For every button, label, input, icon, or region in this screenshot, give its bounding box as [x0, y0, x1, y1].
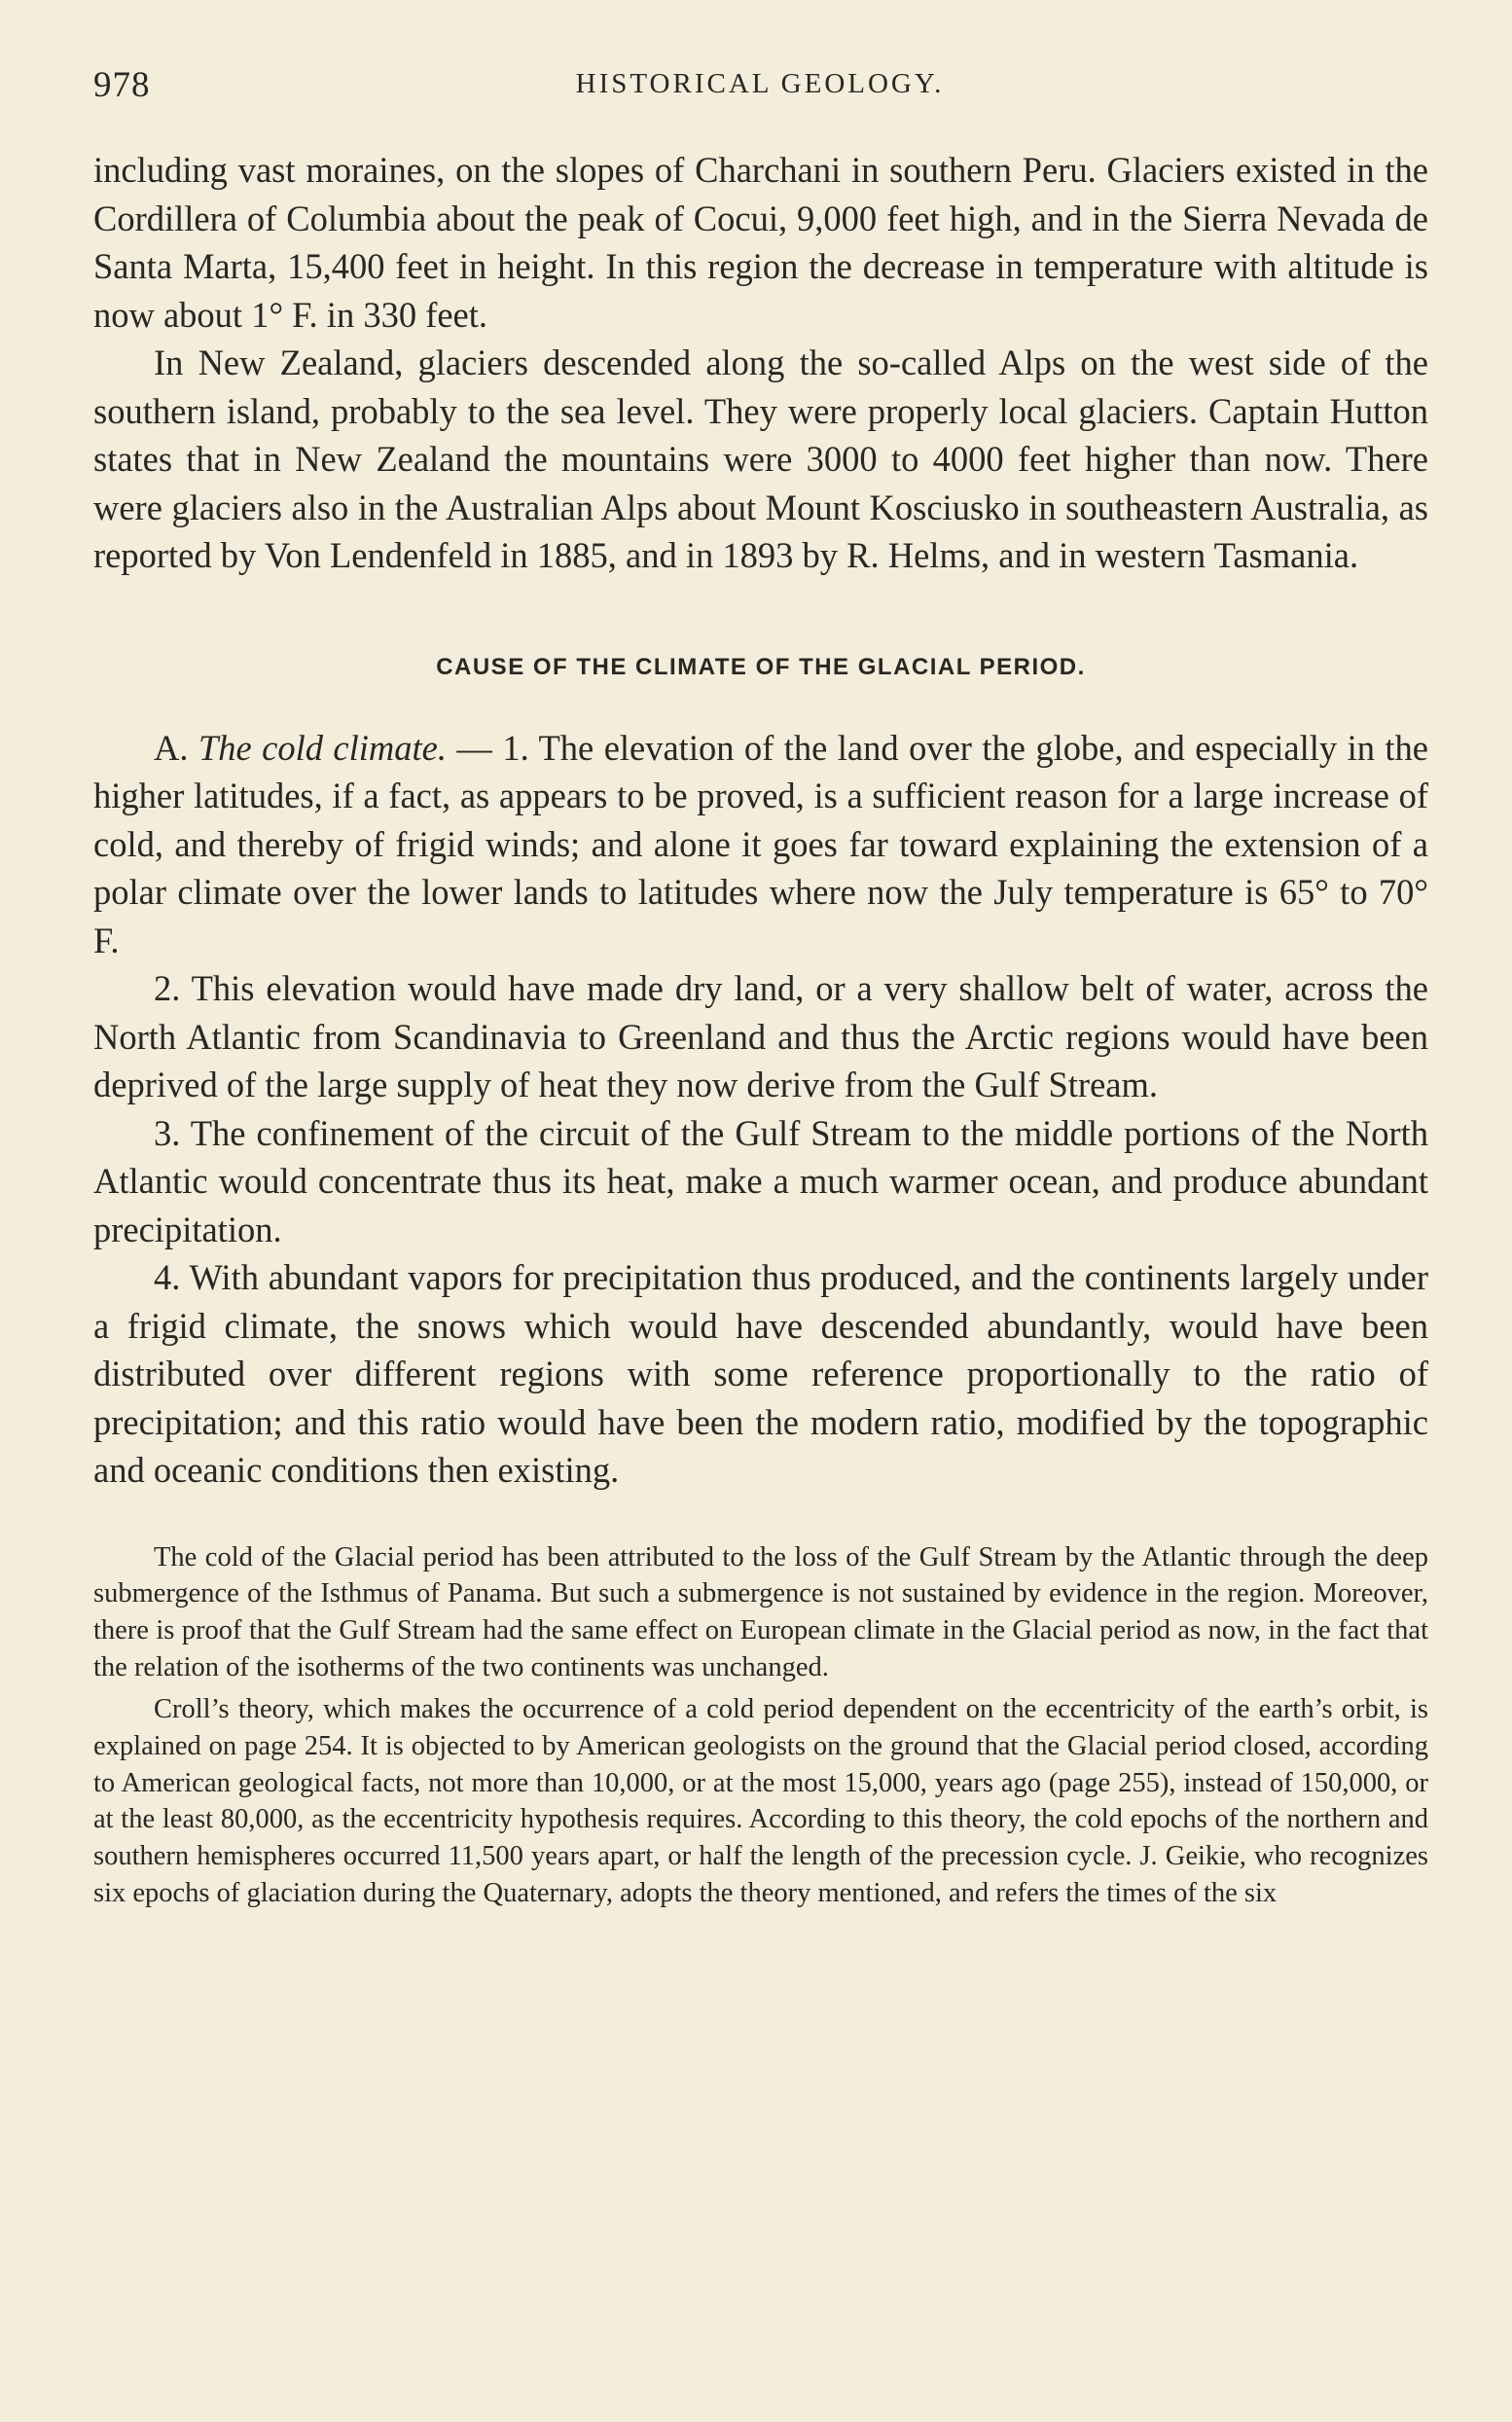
- paragraph-new-zealand: In New Zealand, glaciers descended along the so-called Alps on the west side of the southern island, probably to the sea level. They were properly local glaciers. Captain Hutton states that in New Zealand the mountains were 3000 to 4000 feet higher than now. There were glaciers also in the Australian Alps about Mount Kosciusko in southeastern Australia, as reported by Von Lendenfeld in 1885, and in 1893 by R. Helms, and in western Tasmania.: [93, 343, 1428, 575]
- page-body: [93, 146, 1428, 1912]
- paragraph-text: — 1. The elevation of the land over the globe, and especially in the higher latitudes, if a fact, as appears to be proved, is a sufficient reason for a large increase of cold, and thereby of frigid winds; and alone it goes far toward explaining the extension of a polar climate over the lower lands to latitudes where now the July temperature is 65° to 70° F.: [93, 727, 1428, 960]
- page-header: [93, 64, 1426, 113]
- paragraph-continued: including vast moraines, on the slopes of Charchani in southern Peru. Glaciers existed in the Cordillera of Columbia about the peak of Cocui, 9,000 feet high, and in the Sierra Nevada de Santa Marta, 15,400 feet in height. In this region the decrease in temperature with altitude is now about 1° F. in 330 feet.: [93, 150, 1428, 335]
- paragraph-prefix: A.: [154, 727, 198, 768]
- section-heading: CAUSE OF THE CLIMATE OF THE GLACIAL PERIOD.: [436, 653, 1086, 680]
- paragraph-cold-climate: [93, 724, 1428, 965]
- paragraph-point-3: 3. The confinement of the circuit of the Gulf Stream to the middle portions of the North Atlantic would concentrate thus its heat, make a much warmer ocean, and produce abundant precipitation.: [93, 1112, 1428, 1249]
- paragraph-point-4: 4. With abundant vapors for precipitation thus produced, and the continents largely under a frigid climate, the snows which would have descended abundantly, would have been distributed over different regions with some reference proportionally to the ratio of precipitation; and this ratio would have been the modern ratio, modified by the topographic and oceanic conditions then existing.: [93, 1257, 1428, 1490]
- page-number: 978: [93, 65, 151, 105]
- small-print-notes: [93, 1539, 1428, 1912]
- running-head: HISTORICAL GEOLOGY.: [575, 68, 945, 99]
- note-crolls-theory: Croll’s theory, which makes the occurrence of a cold period dependent on the eccentricity of the earth’s orbit, is explained on page 254. It is objected to by American geologists on the ground that the Glacial period closed, according to American geological facts, not more than 10,000, or at the most 15,000, years ago (page 255), instead of 150,000, or at the least 80,000, as the eccentricity hypothesis requires. According to this theory, the cold epochs of the northern and southern hemispheres occurred 11,500 years apart, or half the length of the precession cycle. J. Geikie, who recognizes six epochs of glaciation during the Quaternary, adopts the theory mentioned, and refers the times of the six: [93, 1694, 1428, 1908]
- paragraph-point-2: 2. This elevation would have made dry land, or a very shallow belt of water, across the North Atlantic from Scandinavia to Greenland and thus the Arctic regions would have been deprived of the large supply of heat they now derive from the Gulf Stream.: [93, 968, 1428, 1104]
- italic-subheading: The cold climate.: [198, 727, 447, 768]
- note-gulf-stream: The cold of the Glacial period has been attributed to the loss of the Gulf Stream by the Atlantic through the deep submergence of the Isthmus of Panama. But such a submergence is not sustained by evidence in the region. Moreover, there is proof that the Gulf Stream had the same effect on European climate in the Glacial period as now, in the fact that the relation of the isotherms of the two continents was unchanged.: [93, 1541, 1428, 1682]
